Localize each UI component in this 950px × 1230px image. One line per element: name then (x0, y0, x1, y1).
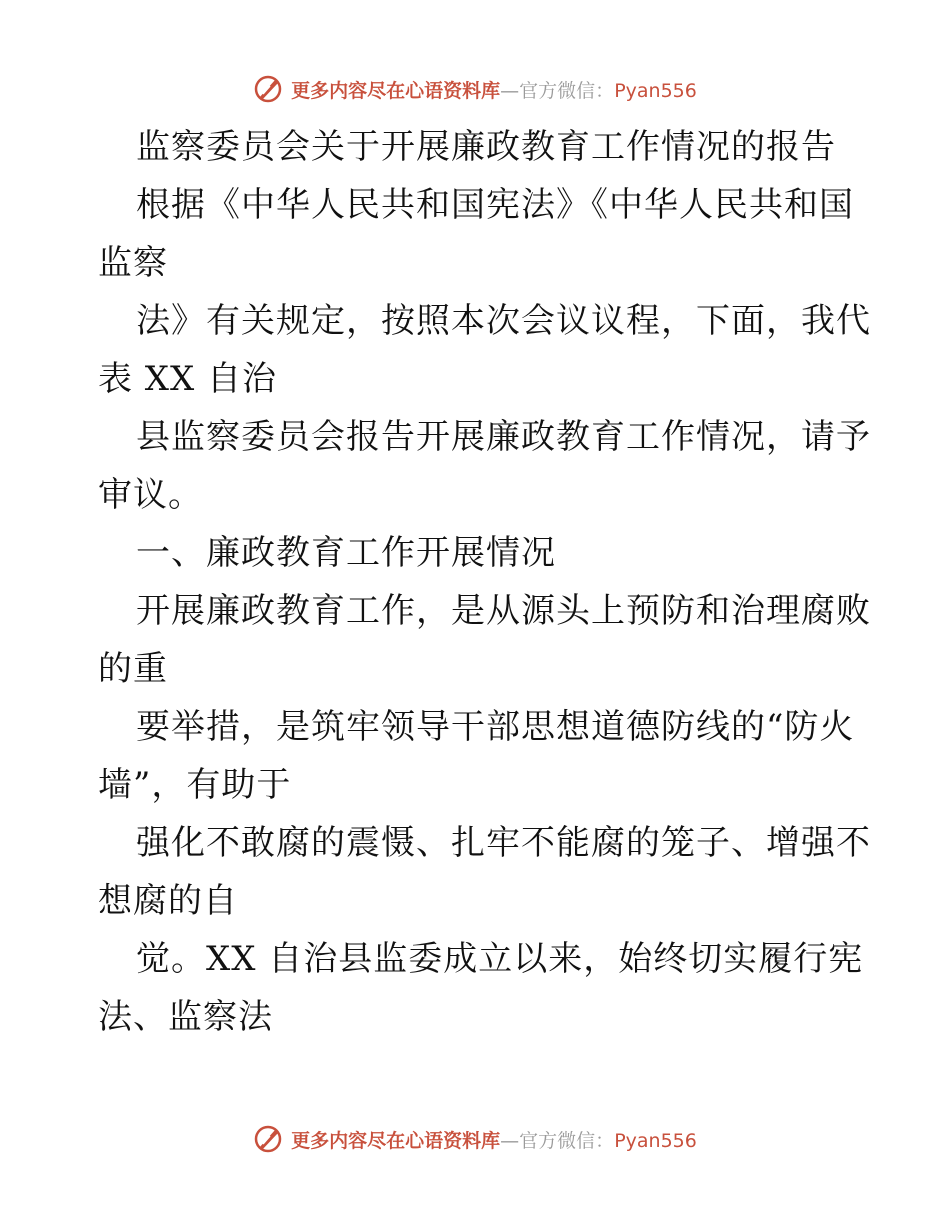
document-title: 监察委员会关于开展廉政教育工作情况的报告 (136, 127, 836, 167)
paragraph-line: 审议。 (98, 475, 203, 515)
section-heading: 一、廉政教育工作开展情况 (136, 533, 556, 573)
paragraph-line: 法》有关规定，按照本次会议议程，下面，我代 (136, 301, 871, 341)
header-watermark-banner (0, 72, 950, 106)
paragraph-line: 根据《中华人民共和国宪法》《中华人民共和国 (136, 185, 854, 225)
banner-wechat-id: Pyan556 (614, 1129, 697, 1152)
paragraph-line: 开展廉政教育工作，是从源头上预防和治理腐败 (136, 591, 871, 631)
banner-wechat-label: 官方微信： (519, 1129, 615, 1152)
paragraph-line: 强化不敢腐的震慑、扎牢不能腐的笼子、增强不 (136, 823, 871, 863)
red-feather-pen-logo-icon (253, 1124, 283, 1154)
paragraph-line: 法、监察法 (98, 997, 273, 1037)
red-feather-pen-logo-icon (253, 74, 283, 104)
paragraph-line: 要举措，是筑牢领导干部思想道德防线的“防火 (136, 707, 855, 747)
paragraph-line: 墙”，有助于 (98, 765, 292, 805)
banner-wechat-id: Pyan556 (614, 79, 697, 102)
footer-watermark-banner (0, 1122, 950, 1156)
paragraph-line: 监察 (98, 243, 168, 283)
banner-main-text: 更多内容尽在心语资料库 (291, 1129, 501, 1152)
paragraph-line: 想腐的自 (98, 881, 238, 921)
paragraph-line: 县监察委员会报告开展廉政教育工作情况，请予 (136, 417, 871, 457)
document-body (98, 118, 871, 1046)
banner-wechat-label: 官方微信： (519, 79, 615, 102)
banner-dash: — (500, 1129, 520, 1152)
paragraph-line: 觉。XX 自治县监委成立以来，始终切实履行宪 (136, 939, 864, 979)
banner-dash: — (500, 79, 520, 102)
banner-main-text: 更多内容尽在心语资料库 (291, 79, 501, 102)
paragraph-line: 表 XX 自治 (98, 359, 278, 399)
paragraph-line: 的重 (98, 649, 168, 689)
